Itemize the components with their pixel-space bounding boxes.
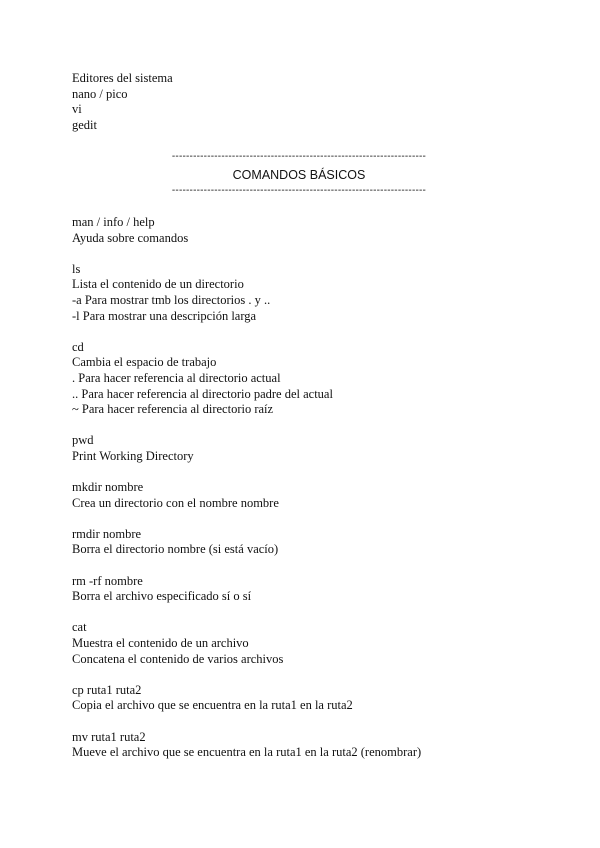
editor-item-gedit: gedit	[72, 117, 97, 132]
editors-title: Editores del sistema	[72, 71, 173, 85]
banner-rule-top: ------------------------------------------------------------------------	[171, 152, 427, 162]
banner-heading: COMANDOS BÁSICOS	[232, 168, 366, 182]
command-name: mkdir nombre	[72, 480, 144, 495]
command-name: rmdir nombre	[72, 526, 142, 541]
command-name: ls	[72, 261, 81, 276]
command-description: Print Working Directory	[72, 448, 194, 463]
command-name: rm -rf nombre	[72, 573, 143, 588]
command-man-info-help	[72, 215, 572, 246]
command-pwd	[72, 433, 572, 464]
command-description: Ayuda sobre comandos	[72, 230, 189, 245]
command-description: Copia el archivo que se encuentra en la ruta1 en la ruta2	[72, 698, 353, 713]
command-description: Mueve el archivo que se encuentra en la ruta1 en la ruta2 (renombrar)	[72, 745, 422, 760]
command-option: -l Para mostrar una descripción larga	[72, 308, 257, 323]
section-banner	[164, 152, 434, 198]
command-name: mv ruta1 ruta2	[72, 729, 146, 744]
command-description: Lista el contenido de un directorio	[72, 277, 244, 292]
command-mv	[72, 730, 572, 761]
command-description: Cambia el espacio de trabajo	[72, 355, 217, 370]
command-option: ~ Para hacer referencia al directorio raíz	[72, 402, 274, 417]
editors-section	[72, 71, 173, 133]
command-rmdir	[72, 527, 572, 558]
command-description: Borra el directorio nombre (si está vacío)	[72, 542, 279, 557]
command-ls	[72, 262, 572, 324]
command-name: cat	[72, 620, 87, 635]
editor-item-vi: vi	[72, 102, 82, 117]
command-option: .. Para hacer referencia al directorio padre del actual	[72, 386, 333, 401]
command-rm-rf	[72, 574, 572, 605]
command-cd	[72, 340, 572, 418]
command-name: cp ruta1 ruta2	[72, 682, 142, 697]
command-description: Muestra el contenido de un archivo	[72, 636, 249, 651]
command-name: pwd	[72, 433, 94, 448]
command-description: Concatena el contenido de varios archivos	[72, 651, 284, 666]
editor-item-nano-pico: nano / pico	[72, 86, 128, 101]
command-description: Crea un directorio con el nombre nombre	[72, 495, 279, 510]
command-description: Borra el archivo especificado sí o sí	[72, 589, 252, 604]
command-name: cd	[72, 339, 84, 354]
command-cp	[72, 683, 572, 714]
command-option: -a Para mostrar tmb los directorios . y ..	[72, 292, 271, 307]
command-name: man / info / help	[72, 215, 155, 229]
command-cat	[72, 620, 572, 667]
command-mkdir	[72, 480, 572, 511]
command-option: . Para hacer referencia al directorio actual	[72, 370, 281, 385]
commands-list	[72, 215, 572, 776]
banner-rule-bottom: ------------------------------------------------------------------------	[171, 186, 427, 196]
